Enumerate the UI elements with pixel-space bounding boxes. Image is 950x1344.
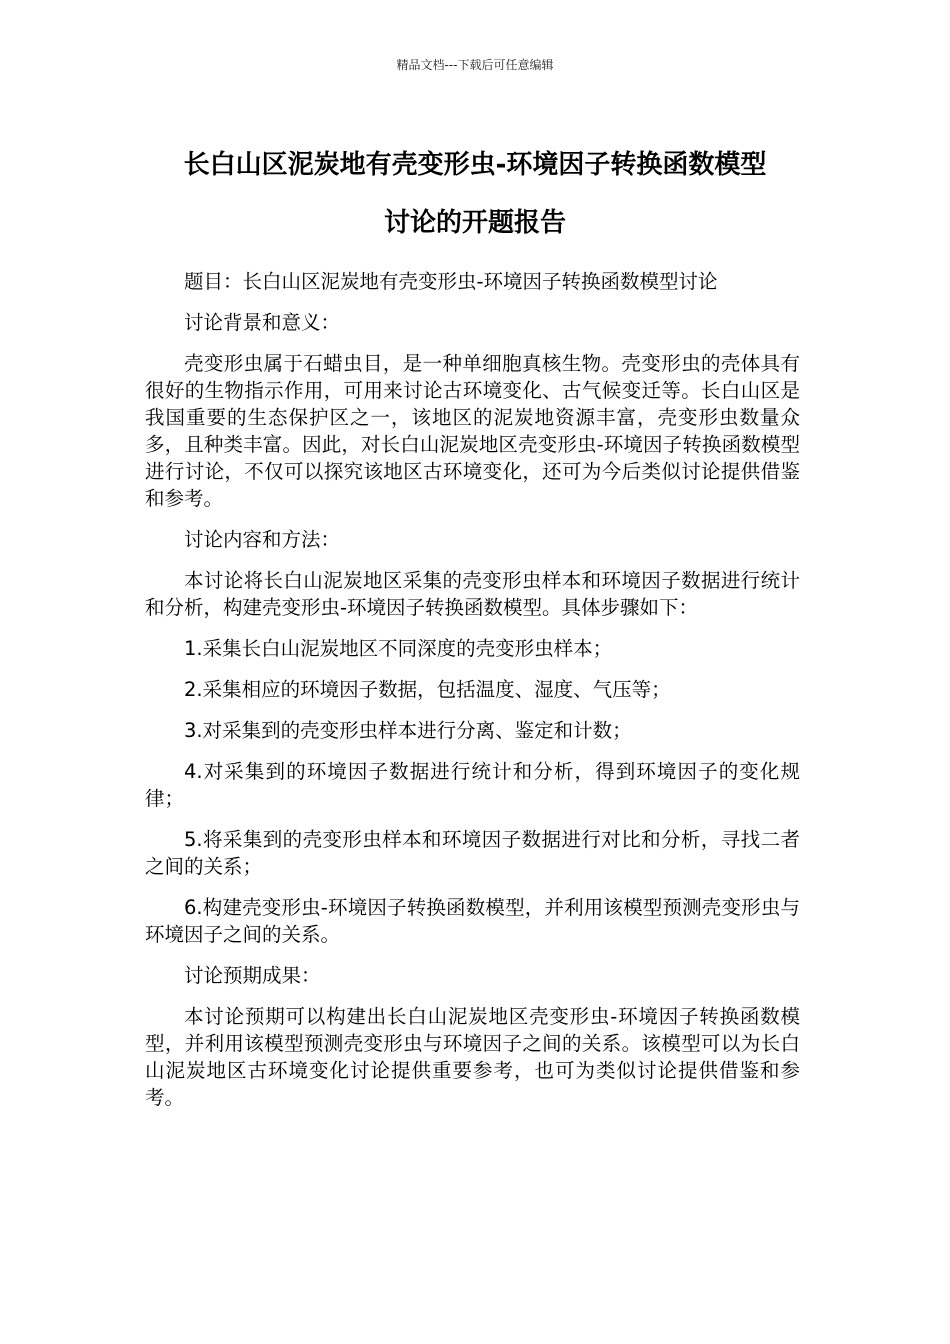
step-4: 4.对采集到的环境因子数据进行统计和分析，得到环境因子的变化规律；: [145, 760, 800, 810]
paragraph-topic: 题目：长白山区泥炭地有壳变形虫-环境因子转换函数模型讨论: [184, 270, 718, 293]
heading-expected-results: 讨论预期成果：: [184, 964, 321, 987]
heading-content-method: 讨论内容和方法：: [184, 528, 341, 551]
step-1: 1.采集长白山泥炭地区不同深度的壳变形虫样本；: [184, 637, 613, 660]
title-line-2: 讨论的开题报告: [383, 208, 566, 238]
paragraph-expected-results: 本讨论预期可以构建出长白山泥炭地区壳变形虫-环境因子转换函数模型，并利用该模型预测壳变形虫与环境因子之间的关系。该模型可以为长白山泥炭地区古环境变化讨论提供重要参考，也可为类似讨论提供借鉴和参考。: [145, 1005, 800, 1109]
document-title: [145, 136, 805, 252]
heading-background: 讨论背景和意义：: [184, 311, 341, 334]
step-5: 5.将采集到的壳变形虫样本和环境因子数据进行对比和分析，寻找二者之间的关系；: [145, 828, 800, 878]
step-2: 2.采集相应的环境因子数据，包括温度、湿度、气压等；: [184, 678, 671, 701]
paragraph-background: 壳变形虫属于石蜡虫目，是一种单细胞真核生物。壳变形虫的壳体具有很好的生物指示作用，可用来讨论古环境变化、古气候变迁等。长白山区是我国重要的生态保护区之一，该地区的泥炭地资源丰富，壳变形虫数量众多，且种类丰富。因此，对长白山泥炭地区壳变形虫-环境因子转换函数模型进行讨论，不仅可以探究该地区古环境变化，还可为今后类似讨论提供借鉴和参考。: [145, 352, 800, 510]
page-header: 精品文档---下载后可任意编辑: [396, 58, 554, 72]
paragraph-content-method: 本讨论将长白山泥炭地区采集的壳变形虫样本和环境因子数据进行统计和分析，构建壳变形虫-环境因子转换函数模型。具体步骤如下：: [145, 569, 800, 619]
title-line-1: 长白山区泥炭地有壳变形虫-环境因子转换函数模型: [183, 150, 767, 180]
step-6: 6.构建壳变形虫-环境因子转换函数模型，并利用该模型预测壳变形虫与环境因子之间的关系。: [145, 896, 800, 946]
document-body: [145, 268, 800, 1125]
step-3: 3.对采集到的壳变形虫样本进行分离、鉴定和计数；: [184, 719, 632, 742]
